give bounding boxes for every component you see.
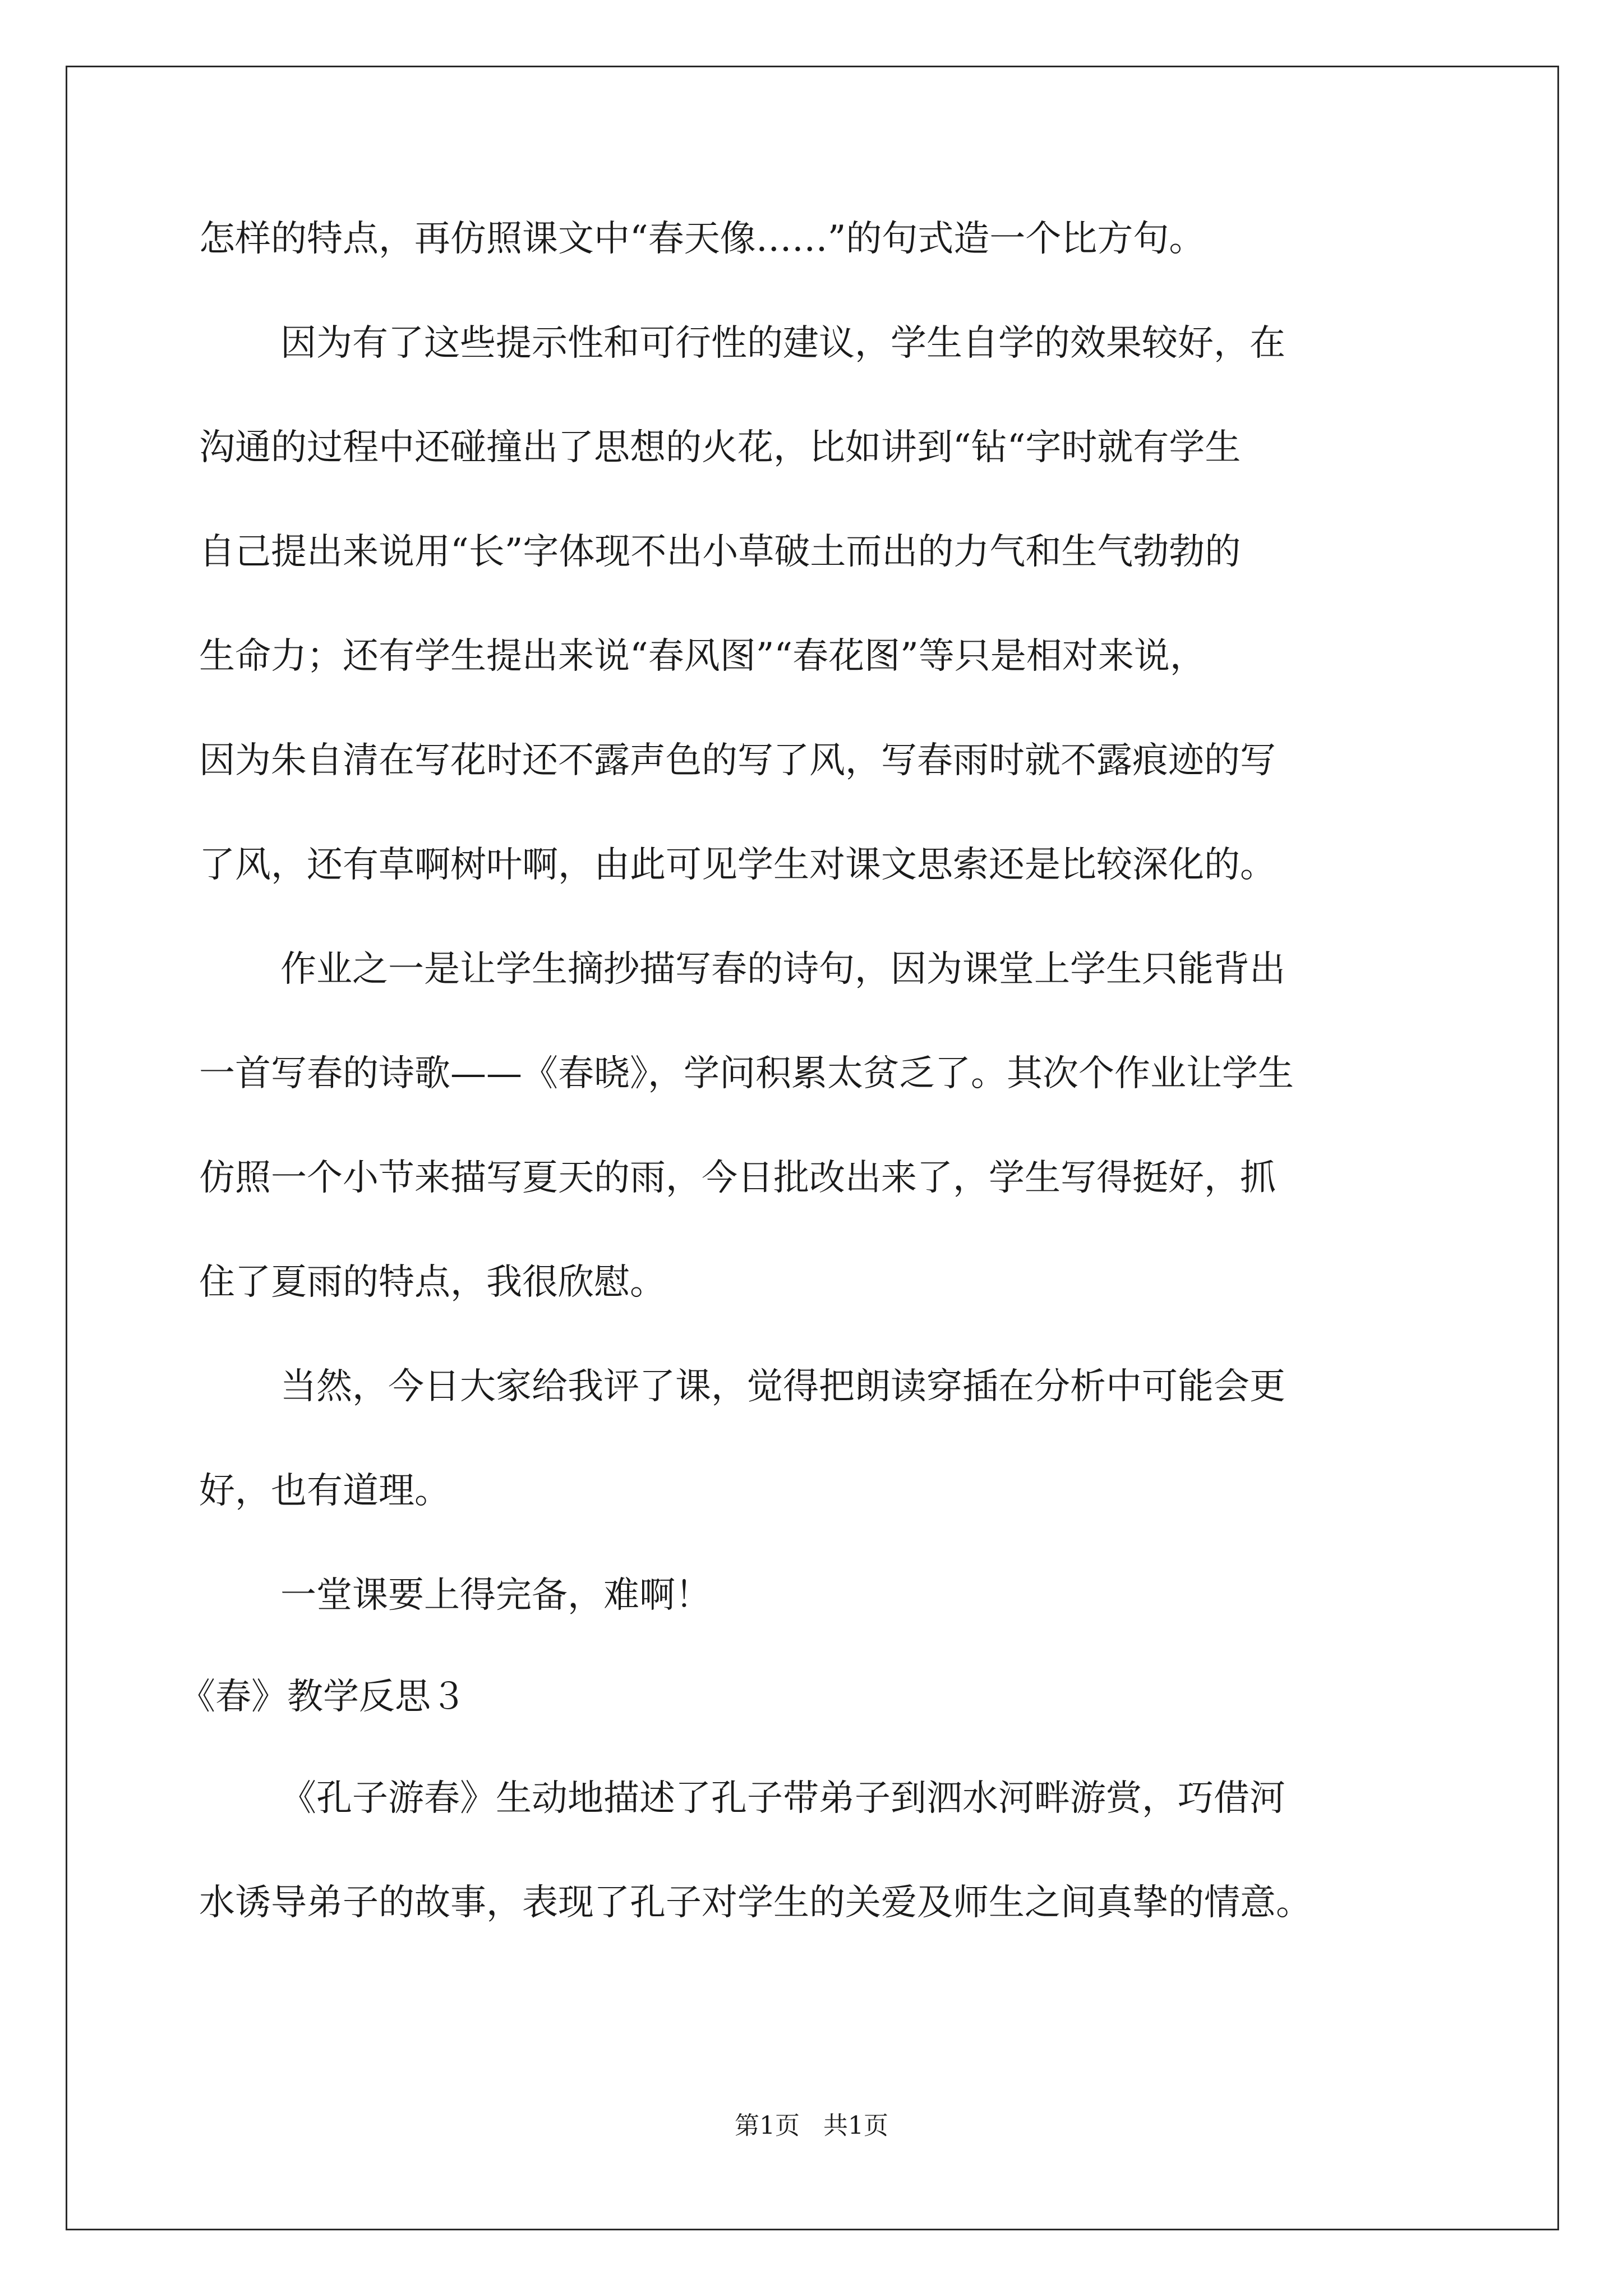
body-line: 水诱导弟子的故事，表现了孔子对学生的关爱及师生之间真挚的情意。 (199, 1882, 1312, 1924)
body-line: 生命力；还有学生提出来说“春风图”“春花图”等只是相对来说， (199, 636, 1206, 677)
body-line: 怎样的特点，再仿照课文中“春天像……”的句式造一个比方句。 (199, 218, 1205, 260)
document-body (179, 213, 1430, 1981)
body-line: 因为有了这些提示性和可行性的建议，学生自学的效果较好，在 (280, 323, 1285, 364)
body-line: 住了夏雨的特点，我很欣慰。 (199, 1262, 666, 1303)
body-line: 一首写春的诗歌——《春晓》，学问积累太贫乏了。其次个作业让学生 (199, 1053, 1294, 1094)
body-line: 沟通的过程中还碰撞出了思想的火花，比如讲到“钻“字时就有学生 (199, 427, 1241, 468)
page-total: 共1页 (823, 2111, 888, 2140)
body-line: 《孔子游春》生动地描述了孔子带弟子到泗水河畔游赏，巧借河 (280, 1778, 1285, 1819)
body-line: 仿照一个小节来描写夏天的雨，今日批改出来了，学生写得挺好，抓 (199, 1157, 1276, 1199)
body-line: 了风，还有草啊树叶啊，由此可见学生对课文思索还是比较深化的。 (199, 844, 1276, 886)
section-heading: 《春》教学反思３ (179, 1676, 467, 1718)
body-line: 自己提出来说用“长”字体现不出小草破土而出的力气和生气勃勃的 (199, 531, 1241, 573)
body-line: 一堂课要上得完备，难啊！ (280, 1575, 711, 1616)
body-line: 因为朱自清在写花时还不露声色的写了风，写春雨时就不露痕迹的写 (199, 740, 1276, 781)
body-line: 好，也有道理。 (199, 1470, 450, 1512)
page-footer (0, 2109, 1623, 2143)
body-line: 当然，今日大家给我评了课，觉得把朗读穿插在分析中可能会更 (280, 1366, 1285, 1407)
page-number: 第1页 (735, 2111, 800, 2140)
body-line: 作业之一是让学生摘抄描写春的诗句，因为课堂上学生只能背出 (280, 949, 1285, 990)
